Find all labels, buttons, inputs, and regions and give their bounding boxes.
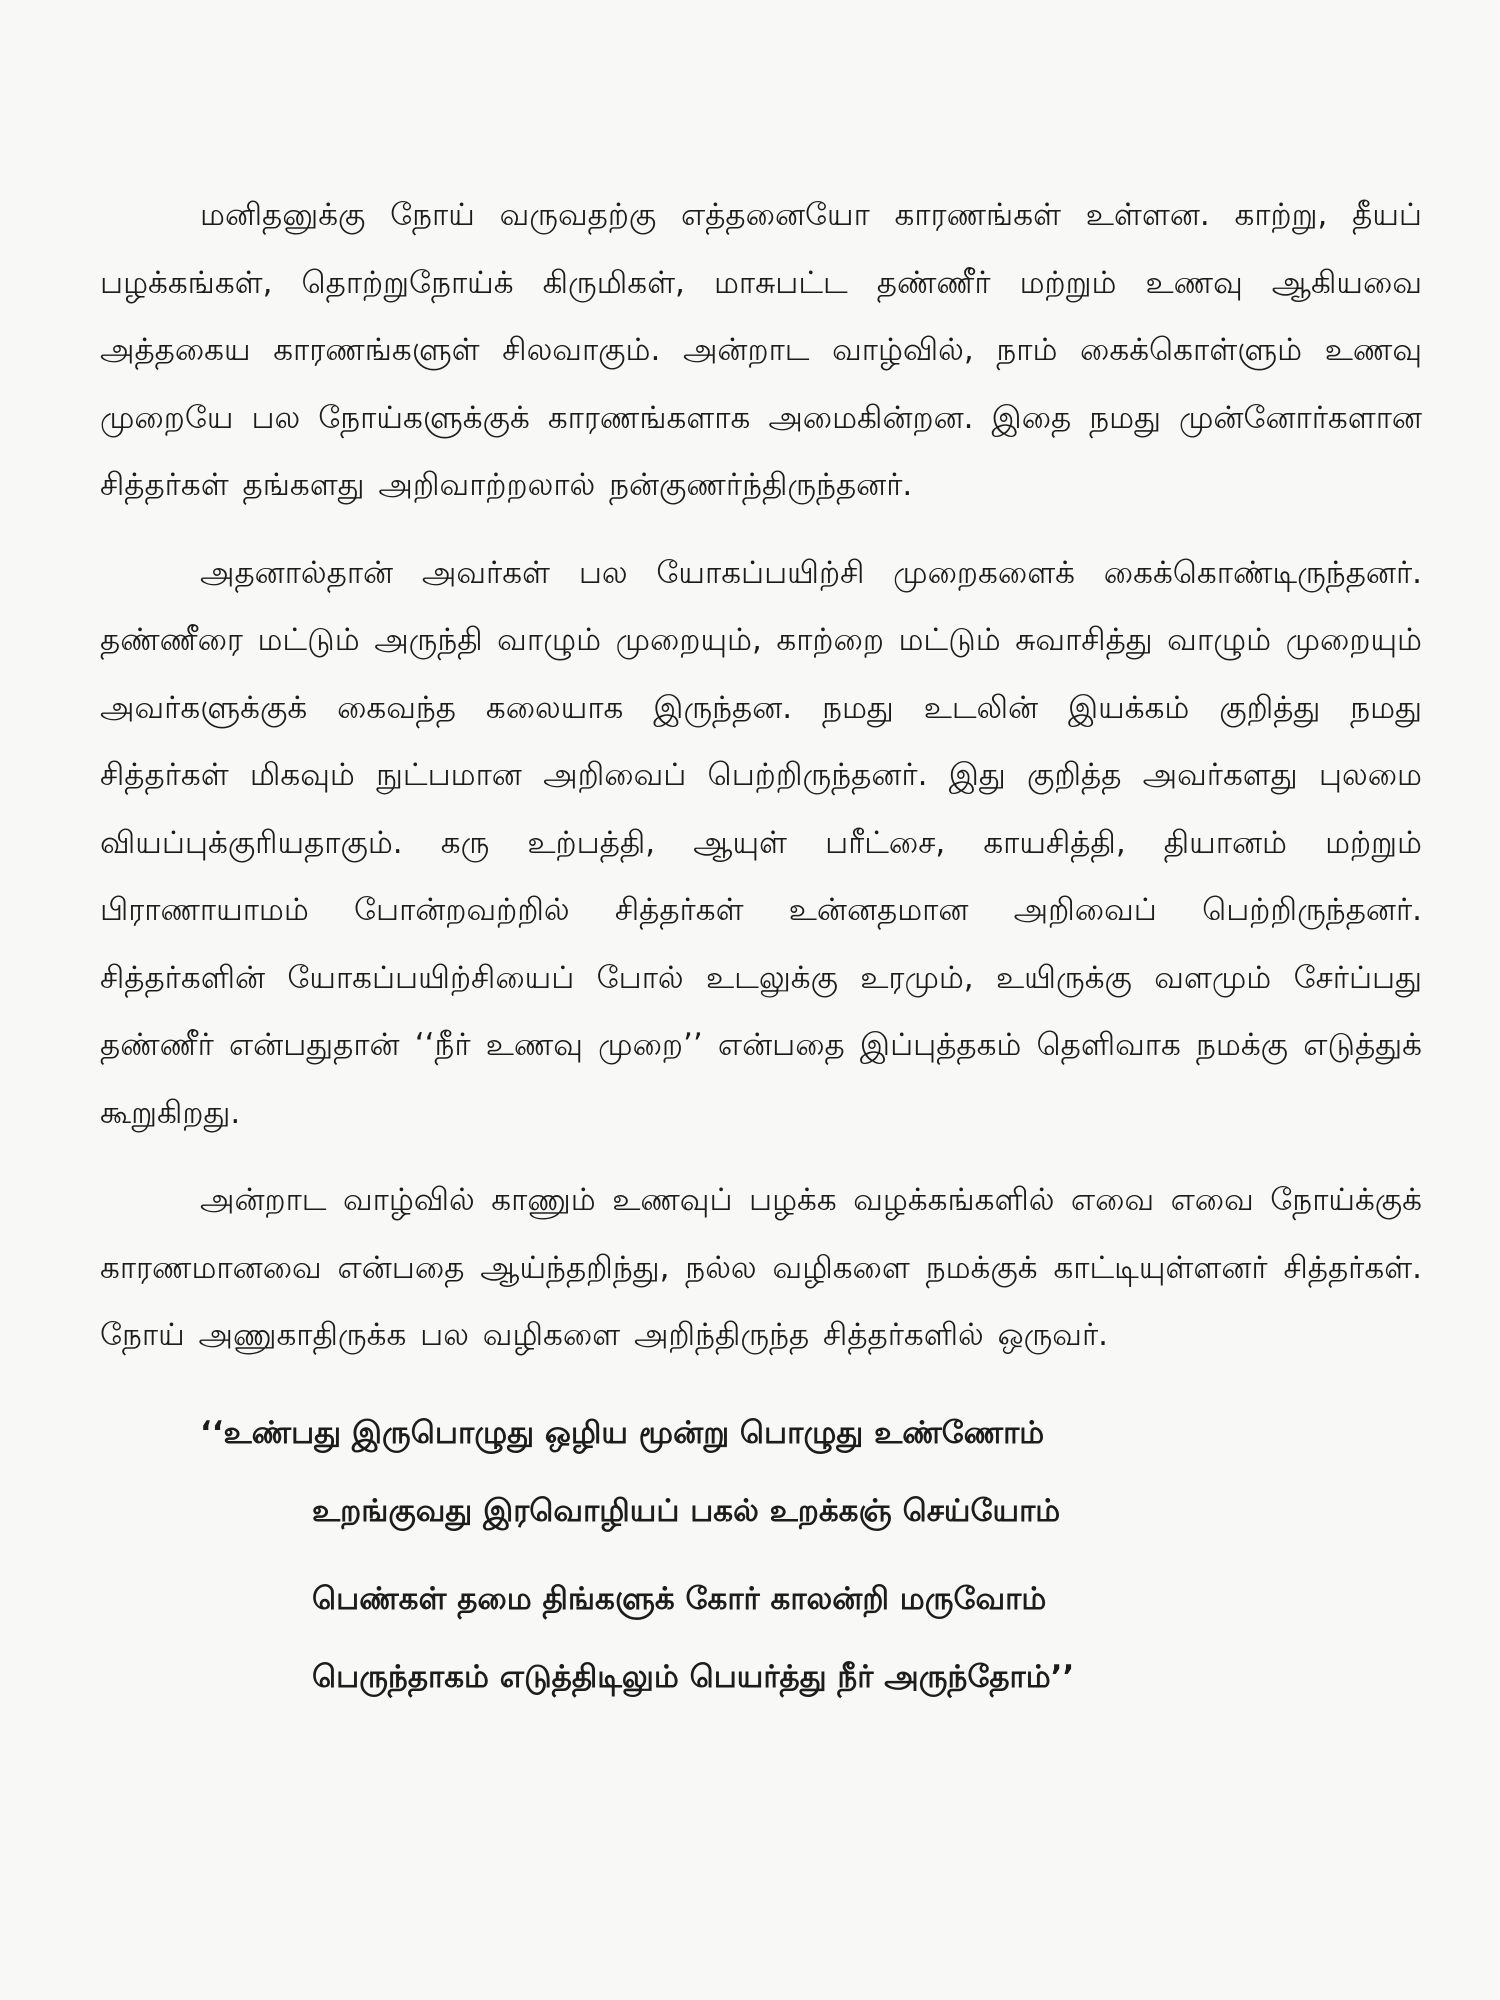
- verse-quote: [200, 1394, 1422, 1716]
- verse-stanza-2: [200, 1560, 1422, 1716]
- text-body: [100, 182, 1422, 1716]
- verse-line-3: பெண்கள் தமை திங்களுக் கோர் காலன்றி மருவோம்: [312, 1580, 1047, 1617]
- verse-line-2: உறங்குவது இரவொழியப் பகல் உறக்கஞ் செய்யோம்: [312, 1492, 1061, 1529]
- verse-line-4: பெருந்தாகம் எடுத்திடிலும் பெயர்த்து நீர் அருந்தோம்’’: [312, 1658, 1075, 1695]
- paragraph-2: அதனால்தான் அவர்கள் பல யோகப்பயிற்சி முறைகளைக் கைக்கொண்டிருந்தனர். தண்ணீரை மட்டும் அருந்தி வாழும் முறையும், காற்றை மட்டும் சுவாசித்து வாழும் முறையும் அவர்களுக்குக் கைவந்த கலையாக இருந்தன. நமது உடலின் இயக்கம் குறித்து நமது சித்தர்கள் மிகவும் நுட்பமான அறிவைப் பெற்றிருந்தனர். இது குறித்த அவர்களது புலமை வியப்புக்குரியதாகும். கரு உற்பத்தி, ஆயுள் பரீட்சை, காயசித்தி, தியானம் மற்றும் பிராணாயாமம் போன்றவற்றில் சித்தர்கள் உன்னதமான அறிவைப் பெற்றிருந்தனர். சித்தர்களின் யோகப்பயிற்சியைப் போல் உடலுக்கு உரமும், உயிருக்கு வளமும் சேர்ப்பது தண்ணீர் என்பதுதான் ‘‘நீர் உணவு முறை’’ என்பதை இப்புத்தகம் தெளிவாக நமக்கு எடுத்துக் கூறுகிறது.: [100, 554, 1422, 1131]
- paragraph-3: அன்றாட வாழ்வில் காணும் உணவுப் பழக்க வழக்கங்களில் எவை எவை நோய்க்குக் காரணமானவை என்பதை ஆய்ந்தறிந்து, நல்ல வழிகளை நமக்குக் காட்டியுள்ளனர் சித்தர்கள். நோய் அணுகாதிருக்க பல வழிகளை அறிந்திருந்த சித்தர்களில் ஒருவர்.: [100, 1182, 1422, 1353]
- verse-stanza-1: [200, 1394, 1422, 1550]
- paragraph-1: மனிதனுக்கு நோய் வருவதற்கு எத்தனையோ காரணங்கள் உள்ளன. காற்று, தீயப் பழக்கங்கள், தொற்றுநோய்க் கிருமிகள், மாசுபட்ட தண்ணீர் மற்றும் உணவு ஆகியவை அத்தகைய காரணங்களுள் சிலவாகும். அன்றாட வாழ்வில், நாம் கைக்கொள்ளும் உணவு முறையே பல நோய்களுக்குக் காரணங்களாக அமைகின்றன. இதை நமது முன்னோர்களான சித்தர்கள் தங்களது அறிவாற்றலால் நன்குணர்ந்திருந்தனர்.: [100, 197, 1422, 503]
- verse-line-1: ‘‘உண்பது இருபொழுது ஒழிய மூன்று பொழுது உண்ணோம்: [200, 1414, 1045, 1451]
